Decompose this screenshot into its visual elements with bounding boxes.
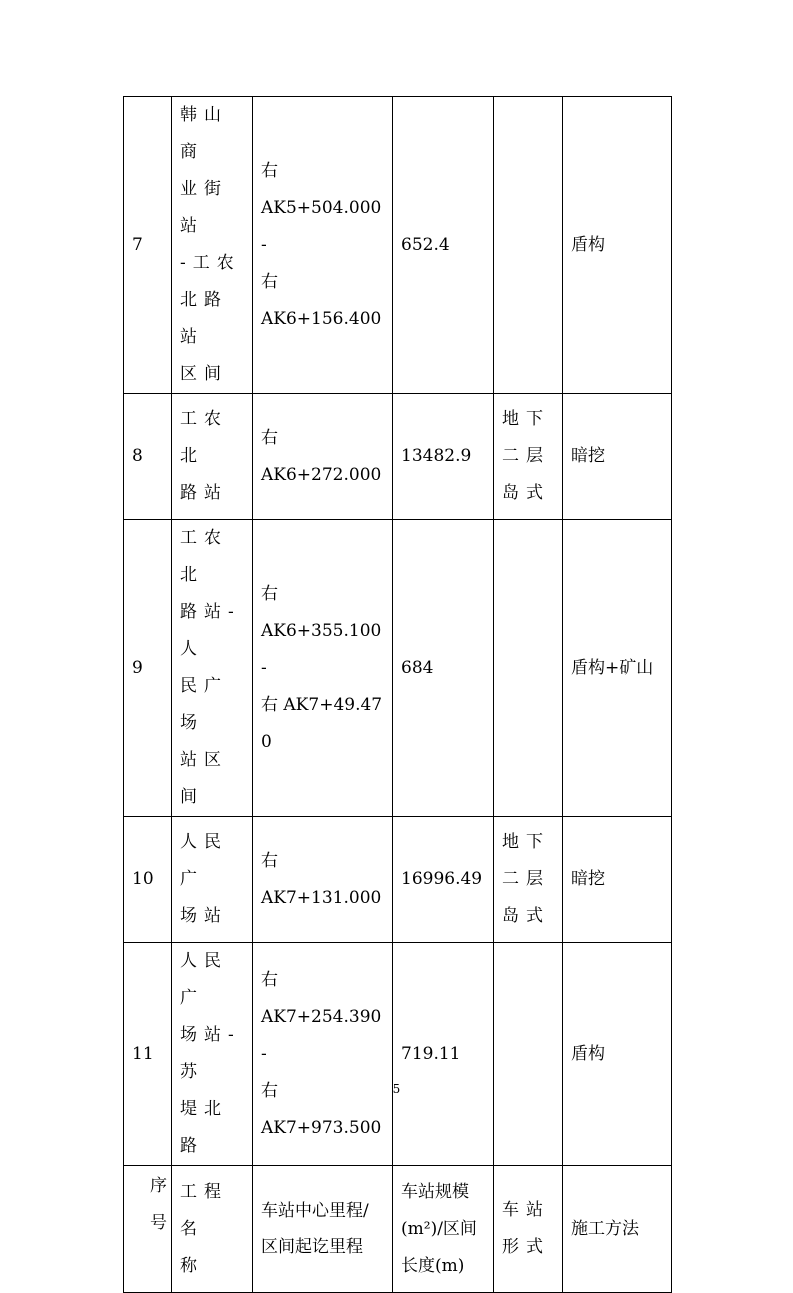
station-form-cell xyxy=(494,520,563,817)
scale-cell: 652.4 xyxy=(393,97,494,394)
header-station-form: 车站 形式 xyxy=(494,1166,563,1293)
seq-cell: 10 xyxy=(124,817,172,943)
table-row xyxy=(124,817,672,943)
method-cell: 盾构 xyxy=(563,943,672,1166)
project-table xyxy=(123,96,672,1293)
mileage-cell: 右 AK5+504.000- 右 AK6+156.400 xyxy=(253,97,393,394)
scale-cell: 684 xyxy=(393,520,494,817)
project-name-cell: 工农北 路站-人 民广场 站区间 xyxy=(172,520,253,817)
seq-cell: 7 xyxy=(124,97,172,394)
table-row xyxy=(124,943,672,1166)
table-header-row xyxy=(124,1166,672,1293)
seq-cell: 9 xyxy=(124,520,172,817)
table-row xyxy=(124,520,672,817)
project-name-cell: 人民广 场站 xyxy=(172,817,253,943)
header-project-name: 工程名 称 xyxy=(172,1166,253,1293)
seq-cell: 8 xyxy=(124,394,172,520)
station-form-cell xyxy=(494,943,563,1166)
station-form-cell xyxy=(494,97,563,394)
header-mileage: 车站中心里程/ 区间起讫里程 xyxy=(253,1166,393,1293)
header-method: 施工方法 xyxy=(563,1166,672,1293)
method-cell: 盾构 xyxy=(563,97,672,394)
header-scale: 车站规模 (m²)/区间 长度(m) xyxy=(393,1166,494,1293)
station-form-cell: 地下 二层 岛式 xyxy=(494,817,563,943)
method-cell: 盾构+矿山 xyxy=(563,520,672,817)
scale-cell: 13482.9 xyxy=(393,394,494,520)
table-row xyxy=(124,394,672,520)
seq-cell: 11 xyxy=(124,943,172,1166)
header-seq: 序 号 xyxy=(124,1166,172,1293)
project-name-cell: 工农北 路站 xyxy=(172,394,253,520)
scale-cell: 719.11 xyxy=(393,943,494,1166)
project-name-cell: 人民广 场站-苏 堤北路 xyxy=(172,943,253,1166)
method-cell: 暗挖 xyxy=(563,817,672,943)
method-cell: 暗挖 xyxy=(563,394,672,520)
mileage-cell: 右 AK7+131.000 xyxy=(253,817,393,943)
page-number: 5 xyxy=(392,1082,401,1096)
scale-cell: 16996.49 xyxy=(393,817,494,943)
mileage-cell: 右 AK6+272.000 xyxy=(253,394,393,520)
project-name-cell: 韩山商 业街站 -工农 北路站 区间 xyxy=(172,97,253,394)
mileage-cell: 右 AK6+355.100- 右 AK7+49.470 xyxy=(253,520,393,817)
mileage-cell: 右 AK7+254.390- 右 AK7+973.500 xyxy=(253,943,393,1166)
station-form-cell: 地下 二层 岛式 xyxy=(494,394,563,520)
table-row xyxy=(124,97,672,394)
